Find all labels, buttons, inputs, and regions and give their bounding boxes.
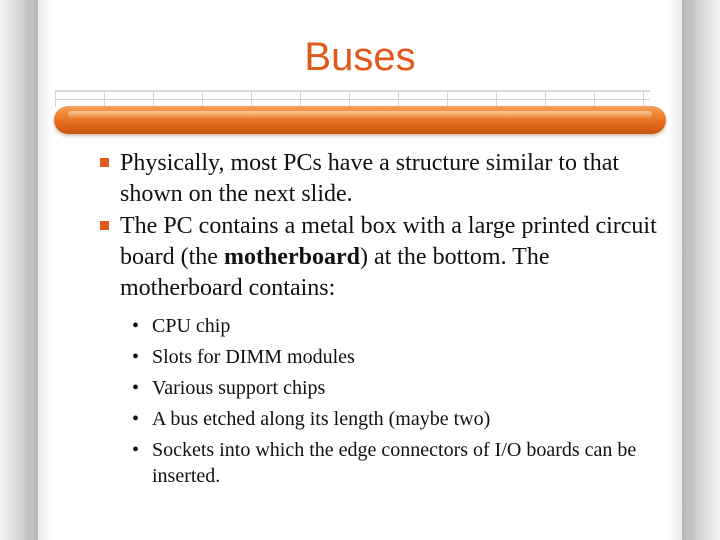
title-underline-bar xyxy=(54,106,666,134)
sub-bullet-text: Slots for DIMM modules xyxy=(152,346,355,368)
sub-bullet-item xyxy=(132,313,660,339)
bullet-text-after: ) at the bottom. The motherboard contains: xyxy=(120,244,550,301)
round-bullet-icon: • xyxy=(132,346,140,368)
round-bullet-icon: • xyxy=(132,408,140,430)
slide-content xyxy=(100,148,660,494)
bold-term: motherboard xyxy=(223,244,360,270)
ruler-strip xyxy=(55,90,650,107)
square-bullet-icon xyxy=(100,158,109,167)
square-bullet-icon xyxy=(100,221,109,230)
sub-bullet-list xyxy=(132,313,660,489)
sub-bullet-item xyxy=(132,375,660,401)
sub-bullet-text: Various support chips xyxy=(152,377,326,399)
bullet-item xyxy=(100,148,660,210)
round-bullet-icon: • xyxy=(132,377,140,399)
slide-title: Buses xyxy=(304,35,416,79)
round-bullet-icon: • xyxy=(132,439,140,461)
bullet-text-before: The PC contains a metal box with a large printed circuit board (the xyxy=(120,213,657,270)
sub-bullet-text: A bus etched along its length (maybe two) xyxy=(152,408,491,430)
sub-bullet-text: Sockets into which the edge connectors of I/O boards can be inserted. xyxy=(152,439,637,487)
sub-bullet-item xyxy=(132,344,660,370)
round-bullet-icon: • xyxy=(132,315,140,337)
bullet-text: Physically, most PCs have a structure similar to that shown on the next slide. xyxy=(120,150,620,207)
sub-bullet-text: CPU chip xyxy=(152,315,231,337)
sub-bullet-item xyxy=(132,437,660,489)
sub-bullet-item xyxy=(132,406,660,432)
bullet-item xyxy=(100,211,660,304)
